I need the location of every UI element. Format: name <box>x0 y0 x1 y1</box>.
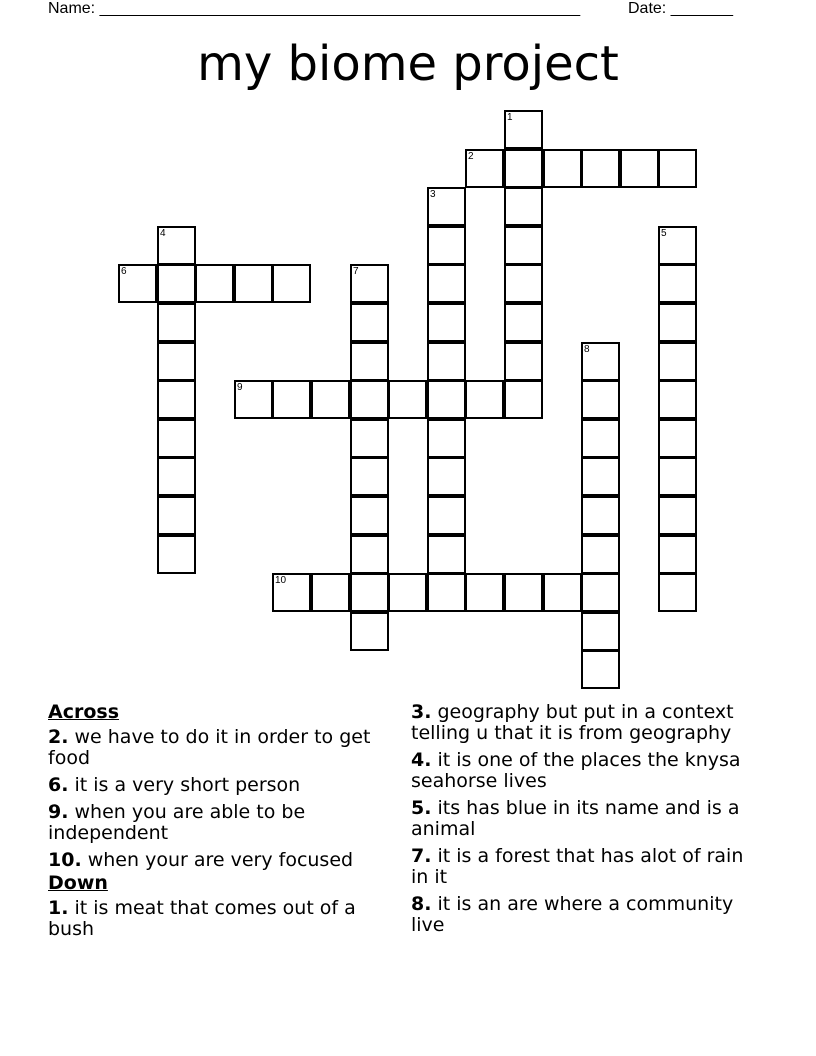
grid-cell[interactable] <box>581 380 620 419</box>
clue-item <box>48 727 378 769</box>
grid-cell[interactable] <box>581 342 620 381</box>
grid-cell[interactable] <box>157 303 196 342</box>
cell-number: 10 <box>275 575 287 586</box>
cell-number: 6 <box>121 266 127 277</box>
grid-cell[interactable] <box>388 573 427 612</box>
grid-cell[interactable] <box>311 573 350 612</box>
clue-text: geography but put in a context telling u that it is from geography <box>411 701 734 744</box>
clue-text: we have to do it in order to get food <box>48 726 371 769</box>
clue-number: 1. <box>48 897 69 919</box>
cell-number: 1 <box>507 112 513 123</box>
grid-cell[interactable] <box>272 264 311 303</box>
cell-number: 7 <box>353 266 359 277</box>
grid-cell[interactable] <box>465 380 504 419</box>
grid-cell[interactable] <box>658 226 697 265</box>
clue-number: 2. <box>48 726 69 748</box>
grid-cell[interactable] <box>350 496 389 535</box>
grid-cell[interactable] <box>157 264 196 303</box>
grid-cell[interactable] <box>581 419 620 458</box>
grid-cell[interactable] <box>504 380 543 419</box>
grid-cell[interactable] <box>581 496 620 535</box>
grid-cell[interactable] <box>427 342 466 381</box>
grid-cell[interactable] <box>581 149 620 188</box>
grid-cell[interactable] <box>581 535 620 574</box>
grid-cell[interactable] <box>504 573 543 612</box>
grid-cell[interactable] <box>427 303 466 342</box>
grid-cell[interactable] <box>350 303 389 342</box>
clue-number: 6. <box>48 774 69 796</box>
grid-cell[interactable] <box>581 612 620 651</box>
grid-cell[interactable] <box>427 457 466 496</box>
clue-item <box>411 798 751 840</box>
grid-cell[interactable] <box>504 187 543 226</box>
grid-cell[interactable] <box>350 535 389 574</box>
grid-cell[interactable] <box>581 650 620 689</box>
clue-item <box>48 775 378 796</box>
grid-cell[interactable] <box>658 535 697 574</box>
grid-cell[interactable] <box>427 535 466 574</box>
grid-cell[interactable] <box>350 457 389 496</box>
grid-cell[interactable] <box>504 342 543 381</box>
clue-text: its has blue in its name and is a animal <box>411 797 740 840</box>
clue-text: it is meat that comes out of a bush <box>48 897 356 940</box>
clue-number: 10. <box>48 849 82 871</box>
grid-cell[interactable] <box>658 419 697 458</box>
grid-cell[interactable] <box>427 264 466 303</box>
clue-item <box>411 846 751 888</box>
clue-text: it is one of the places the knysa seahorse lives <box>411 749 741 792</box>
grid-cell[interactable] <box>427 380 466 419</box>
grid-cell[interactable] <box>157 535 196 574</box>
date-field[interactable]: Date: _______ <box>628 0 733 17</box>
cell-number: 3 <box>430 189 436 200</box>
grid-cell[interactable] <box>234 380 273 419</box>
grid-cell[interactable] <box>620 149 659 188</box>
grid-cell[interactable] <box>272 573 311 612</box>
clues-right-column <box>411 702 751 942</box>
clue-text: it is a forest that has alot of rain in it <box>411 845 744 888</box>
grid-cell[interactable] <box>118 264 157 303</box>
cell-number: 2 <box>468 151 474 162</box>
clue-number: 5. <box>411 797 432 819</box>
clue-text: when you are able to be independent <box>48 801 306 844</box>
grid-cell[interactable] <box>504 110 543 149</box>
grid-cell[interactable] <box>658 457 697 496</box>
grid-cell[interactable] <box>388 380 427 419</box>
grid-cell[interactable] <box>195 264 234 303</box>
grid-cell[interactable] <box>350 264 389 303</box>
grid-cell[interactable] <box>427 226 466 265</box>
grid-cell[interactable] <box>427 496 466 535</box>
page-title: my biome project <box>197 36 619 92</box>
grid-cell[interactable] <box>157 380 196 419</box>
grid-cell[interactable] <box>350 342 389 381</box>
grid-cell[interactable] <box>350 573 389 612</box>
grid-cell[interactable] <box>658 264 697 303</box>
grid-cell[interactable] <box>427 419 466 458</box>
grid-cell[interactable] <box>465 573 504 612</box>
grid-cell[interactable] <box>272 380 311 419</box>
grid-cell[interactable] <box>157 419 196 458</box>
grid-cell[interactable] <box>427 573 466 612</box>
clue-item <box>411 702 751 744</box>
clue-text: it is a very short person <box>74 774 301 796</box>
grid-cell[interactable] <box>658 342 697 381</box>
grid-cell[interactable] <box>427 187 466 226</box>
grid-cell[interactable] <box>350 380 389 419</box>
clue-number: 3. <box>411 701 432 723</box>
grid-cell[interactable] <box>234 264 273 303</box>
grid-cell[interactable] <box>350 612 389 651</box>
grid-cell[interactable] <box>658 380 697 419</box>
cell-number: 8 <box>584 344 590 355</box>
grid-cell[interactable] <box>581 457 620 496</box>
grid-cell[interactable] <box>658 303 697 342</box>
grid-cell[interactable] <box>504 264 543 303</box>
grid-cell[interactable] <box>504 226 543 265</box>
grid-cell[interactable] <box>157 226 196 265</box>
grid-cell[interactable] <box>543 573 582 612</box>
grid-cell[interactable] <box>504 149 543 188</box>
clue-item <box>48 898 378 940</box>
name-field[interactable]: Name: ______________________________________________________ <box>48 0 581 17</box>
clue-number: 9. <box>48 801 69 823</box>
clue-item <box>411 894 751 936</box>
cell-number: 9 <box>237 382 243 393</box>
grid-cell[interactable] <box>658 149 697 188</box>
grid-cell[interactable] <box>465 149 504 188</box>
across-heading: Across <box>48 701 120 723</box>
clue-number: 8. <box>411 893 432 915</box>
grid-cell[interactable] <box>504 303 543 342</box>
grid-cell[interactable] <box>157 496 196 535</box>
clue-item <box>48 802 378 844</box>
clue-item <box>48 850 378 871</box>
clue-number: 7. <box>411 845 432 867</box>
clue-text: it is an are where a community live <box>411 893 734 936</box>
clue-text: when your are very focused <box>87 849 354 871</box>
grid-cell[interactable] <box>658 496 697 535</box>
cell-number: 4 <box>160 228 166 239</box>
grid-cell[interactable] <box>157 342 196 381</box>
cell-number: 5 <box>661 228 667 239</box>
grid-cell[interactable] <box>350 419 389 458</box>
grid-cell[interactable] <box>658 573 697 612</box>
clue-number: 4. <box>411 749 432 771</box>
grid-cell[interactable] <box>581 573 620 612</box>
clue-item <box>411 750 751 792</box>
clues-left-column <box>48 702 378 946</box>
grid-cell[interactable] <box>311 380 350 419</box>
down-heading: Down <box>48 872 108 894</box>
grid-cell[interactable] <box>157 457 196 496</box>
grid-cell[interactable] <box>543 149 582 188</box>
